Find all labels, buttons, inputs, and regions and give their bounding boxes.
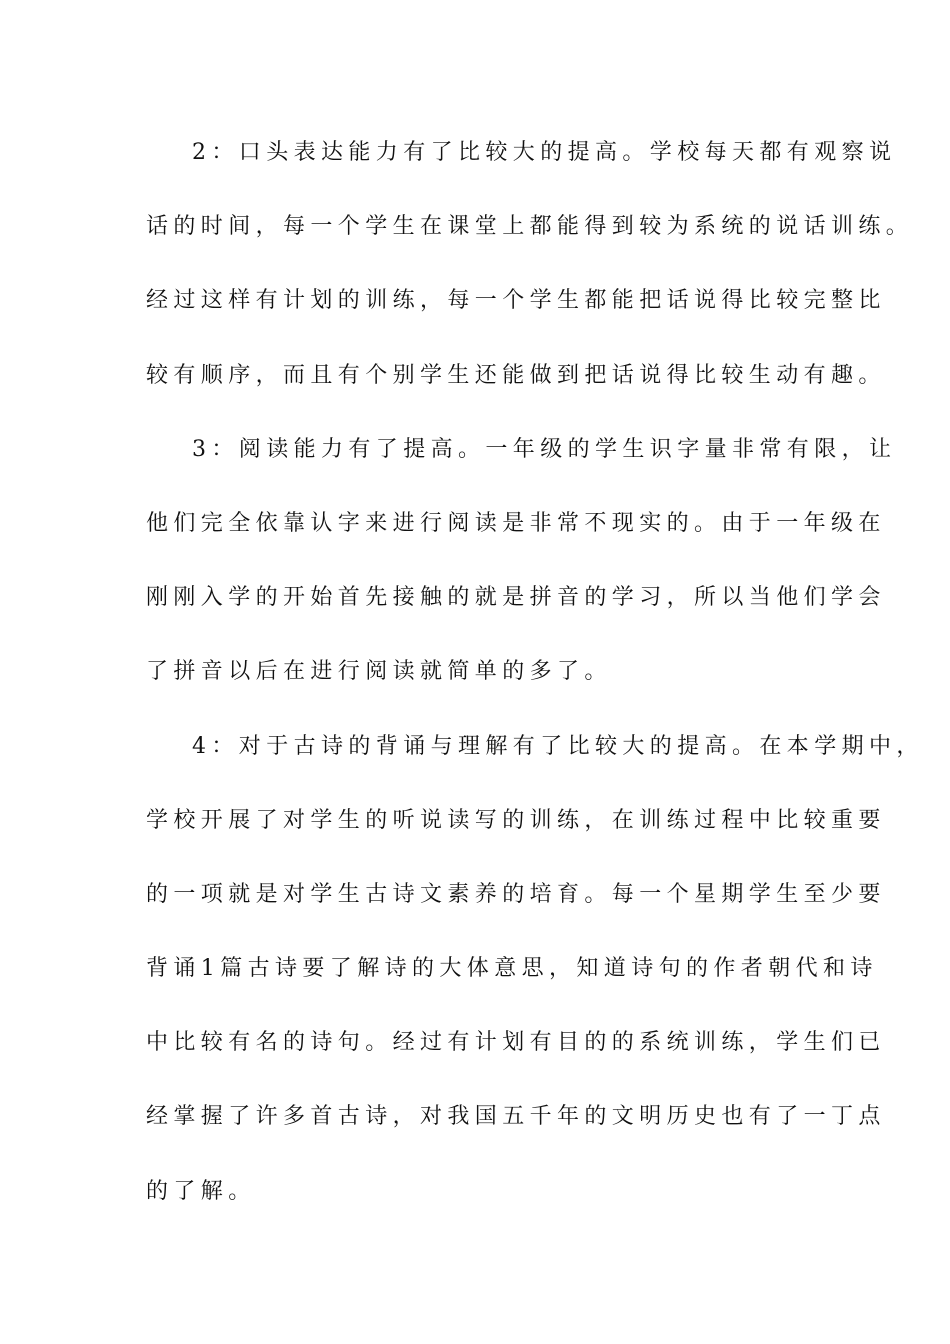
paragraph-line: 刚刚入学的开始首先接触的就是拼音的学习，所以当他们学会 <box>146 585 886 611</box>
paragraph-line: 4：对于古诗的背诵与理解有了比较大的提高。在本学期中， <box>192 733 924 759</box>
document-body <box>146 128 924 1241</box>
paragraph-line: 经过这样有计划的训练，每一个学生都能把话说得比较完整比 <box>146 288 886 314</box>
paragraph-line: 的了解。 <box>146 1178 256 1204</box>
paragraph-line: 较有顺序，而且有个别学生还能做到把话说得比较生动有趣。 <box>146 362 886 388</box>
paragraph-line: 3：阅读能力有了提高。一年级的学生识字量非常有限，让 <box>192 436 897 462</box>
paragraph-line: 学校开展了对学生的听说读写的训练，在训练过程中比较重要 <box>146 807 886 833</box>
paragraph-line: 的一项就是对学生古诗文素养的培育。每一个星期学生至少要 <box>146 881 886 907</box>
paragraph-3 <box>146 425 897 722</box>
paragraph-2 <box>146 128 914 425</box>
paragraph-line: 他们完全依靠认字来进行阅读是非常不现实的。由于一年级在 <box>146 510 886 536</box>
paragraph-line: 了拼音以后在进行阅读就简单的多了。 <box>146 659 612 685</box>
paragraph-line: 话的时间，每一个学生在课堂上都能得到较为系统的说话训练。 <box>146 214 914 240</box>
paragraph-line: 经掌握了许多首古诗，对我国五千年的文明历史也有了一丁点 <box>146 1104 886 1130</box>
paragraph-line: 中比较有名的诗句。经过有计划有目的的系统训练，学生们已 <box>146 1030 886 1056</box>
paragraph-4 <box>146 722 924 1241</box>
paragraph-line: 背诵1篇古诗要了解诗的大体意思，知道诗句的作者朝代和诗 <box>146 956 878 982</box>
paragraph-line: 2：口头表达能力有了比较大的提高。学校每天都有观察说 <box>192 140 897 165</box>
